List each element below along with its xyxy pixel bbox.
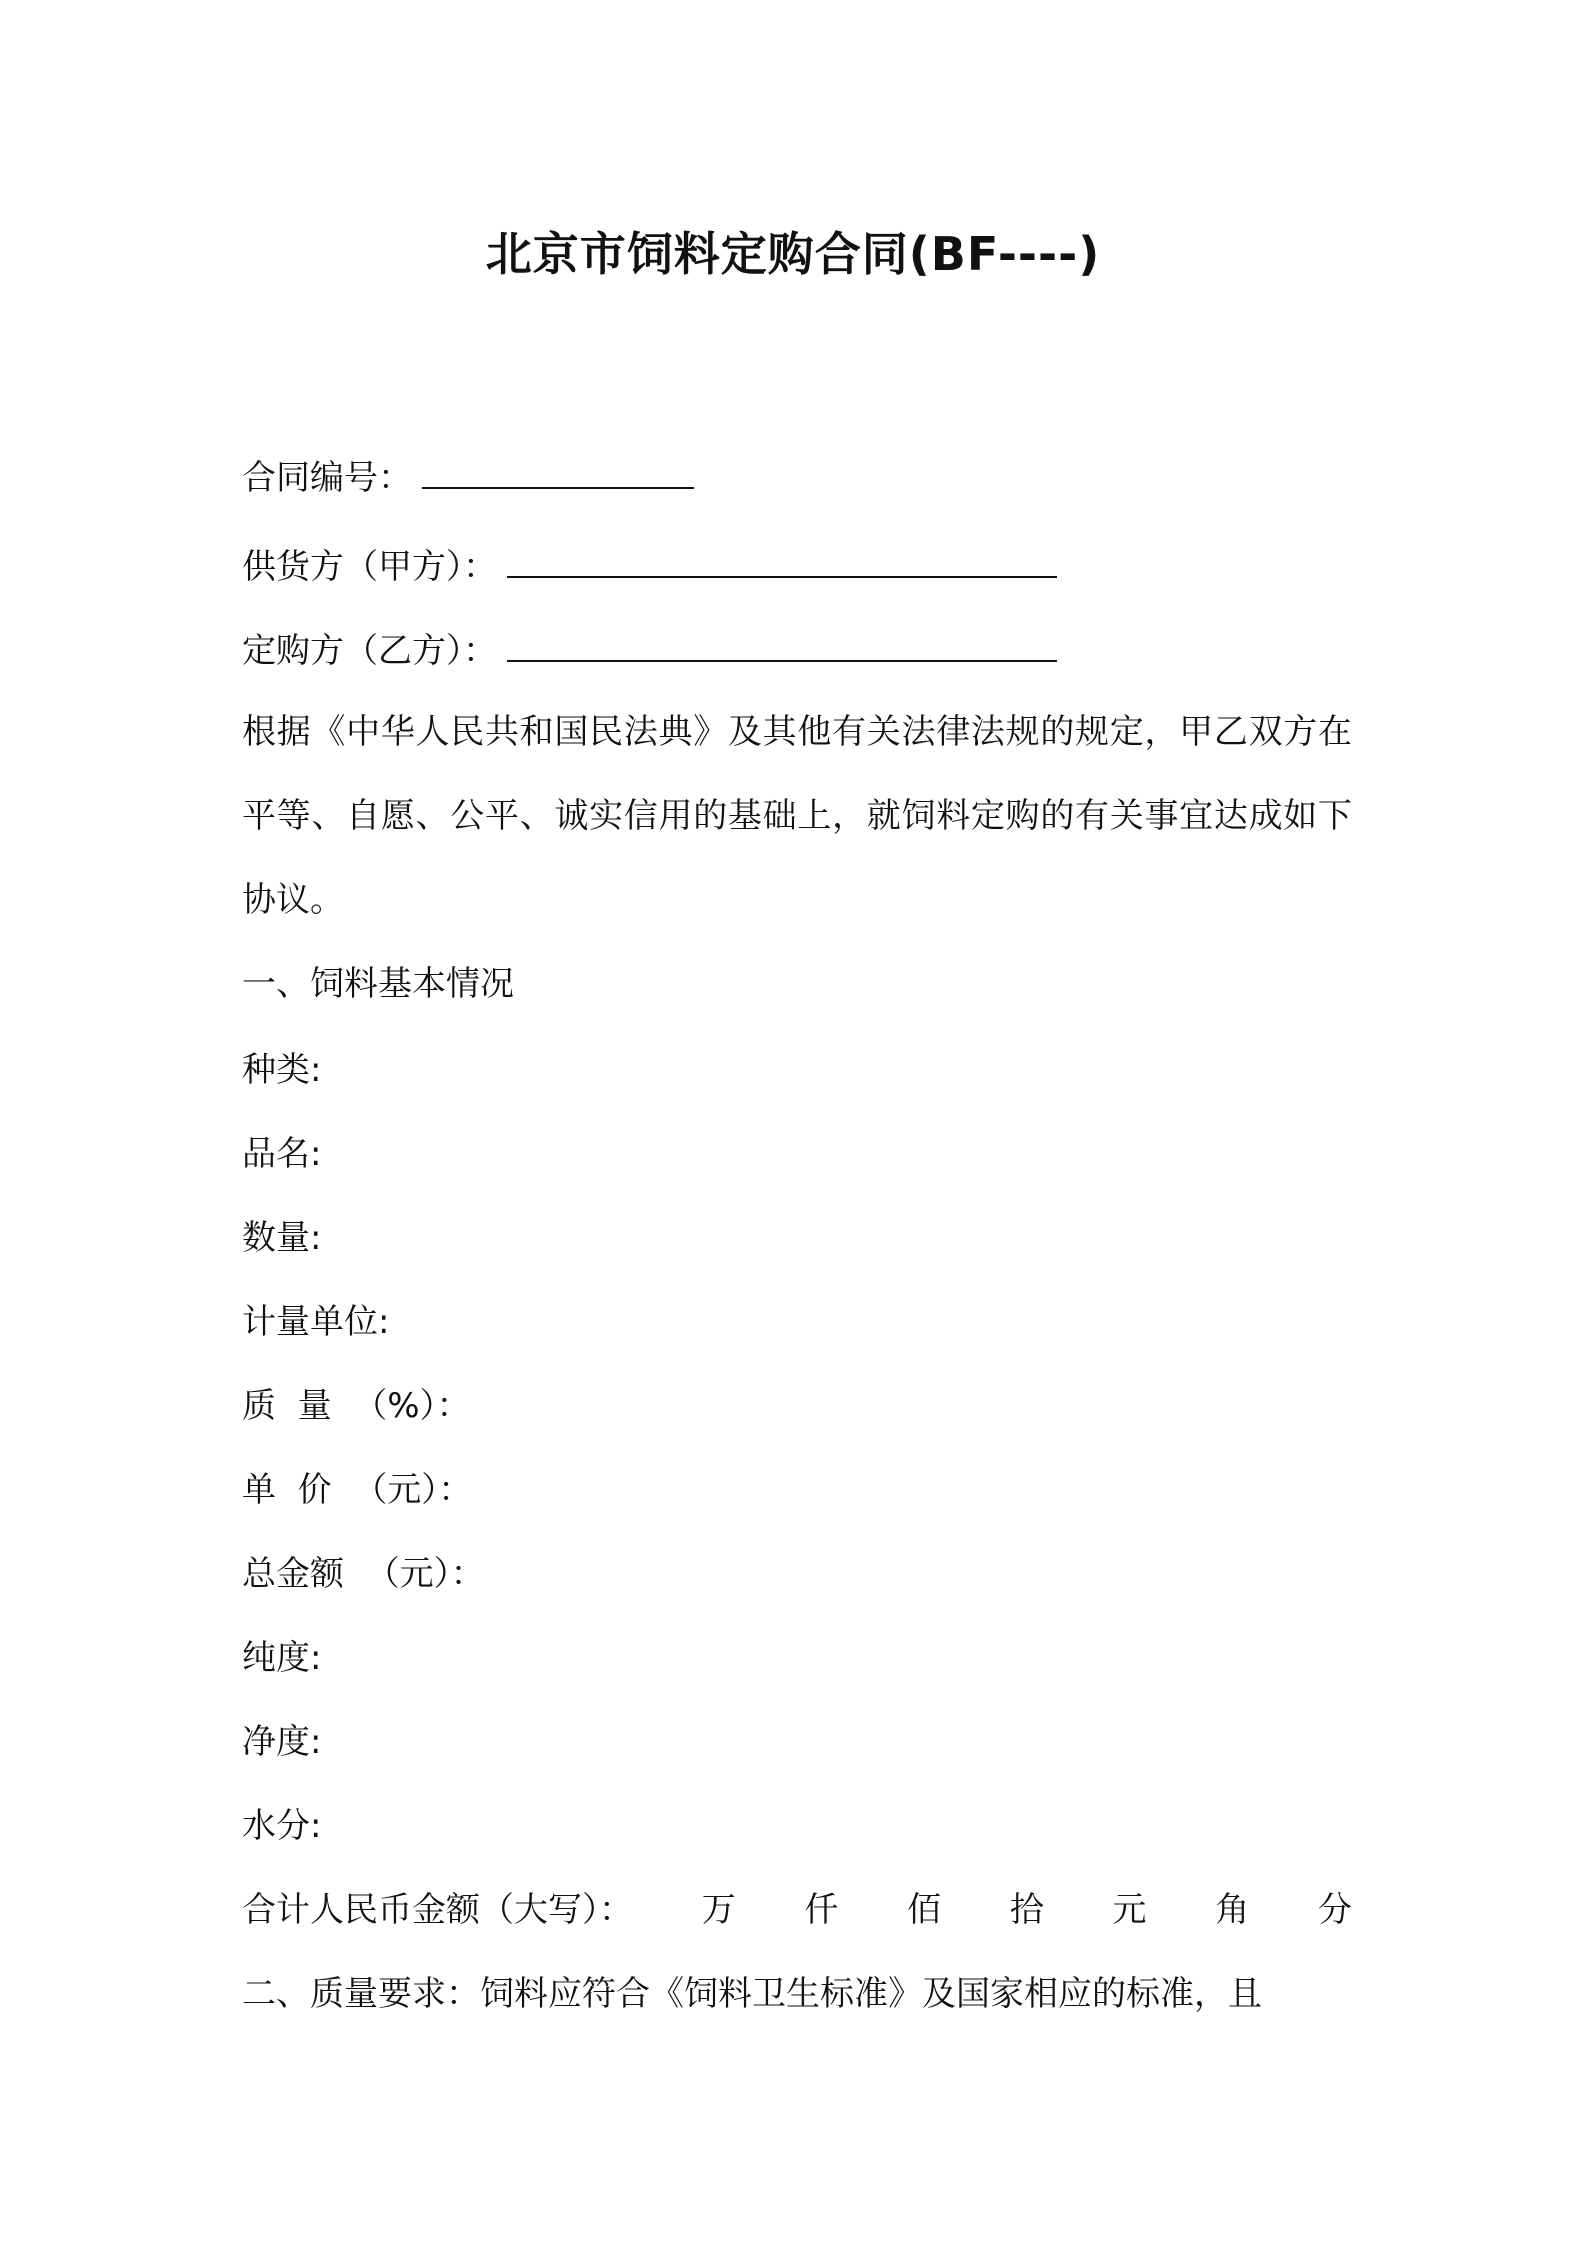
buyer-blank[interactable] xyxy=(507,630,1057,662)
intro-paragraph: 根据《中华人民共和国民法典》及其他有关法律法规的规定，甲乙双方在平等、自愿、公平、诚实信用的基础上，就饲料定购的有关事宜达成如下协议。 xyxy=(242,712,1352,920)
buyer-line xyxy=(242,629,1057,673)
supplier-line xyxy=(242,545,1057,589)
rmb-total-label: 合计人民币金额（大写）： xyxy=(242,1890,633,1930)
field-cleanliness: 净度: xyxy=(242,1722,322,1762)
field-unit: 计量单位: xyxy=(242,1302,390,1342)
document-title: 北京市饲料定购合同(BF----) xyxy=(485,227,1101,281)
section-1-title: 一、饲料基本情况 xyxy=(242,964,514,1004)
rmb-unit: 仟 xyxy=(804,1890,839,1930)
buyer-label: 定购方（乙方）： xyxy=(242,631,497,671)
section-2-text: 二、质量要求：饲料应符合《饲料卫生标准》及国家相应的标准，且 xyxy=(242,1974,1262,2014)
field-purity: 纯度: xyxy=(242,1638,322,1678)
field-quantity: 数量: xyxy=(242,1218,322,1258)
field-moisture: 水分: xyxy=(242,1806,322,1846)
rmb-total-line xyxy=(242,1888,1352,1932)
rmb-unit: 万 xyxy=(701,1890,736,1930)
supplier-blank[interactable] xyxy=(507,546,1057,578)
rmb-unit: 拾 xyxy=(1009,1890,1044,1930)
rmb-unit: 角 xyxy=(1215,1890,1250,1930)
contract-number-label: 合同编号： xyxy=(242,458,412,498)
rmb-unit: 分 xyxy=(1317,1890,1352,1930)
field-total: 总金额 （元）： xyxy=(242,1554,485,1594)
rmb-unit: 佰 xyxy=(907,1890,942,1930)
field-unit-price: 单 价 （元）： xyxy=(242,1470,473,1510)
field-name: 品名: xyxy=(242,1134,322,1174)
contract-number-blank[interactable] xyxy=(422,457,694,489)
field-kind: 种类: xyxy=(242,1050,322,1090)
contract-number-line xyxy=(242,456,694,500)
supplier-label: 供货方（甲方）： xyxy=(242,547,497,587)
field-quality: 质 量 （%）： xyxy=(242,1386,471,1426)
rmb-unit: 元 xyxy=(1112,1890,1147,1930)
